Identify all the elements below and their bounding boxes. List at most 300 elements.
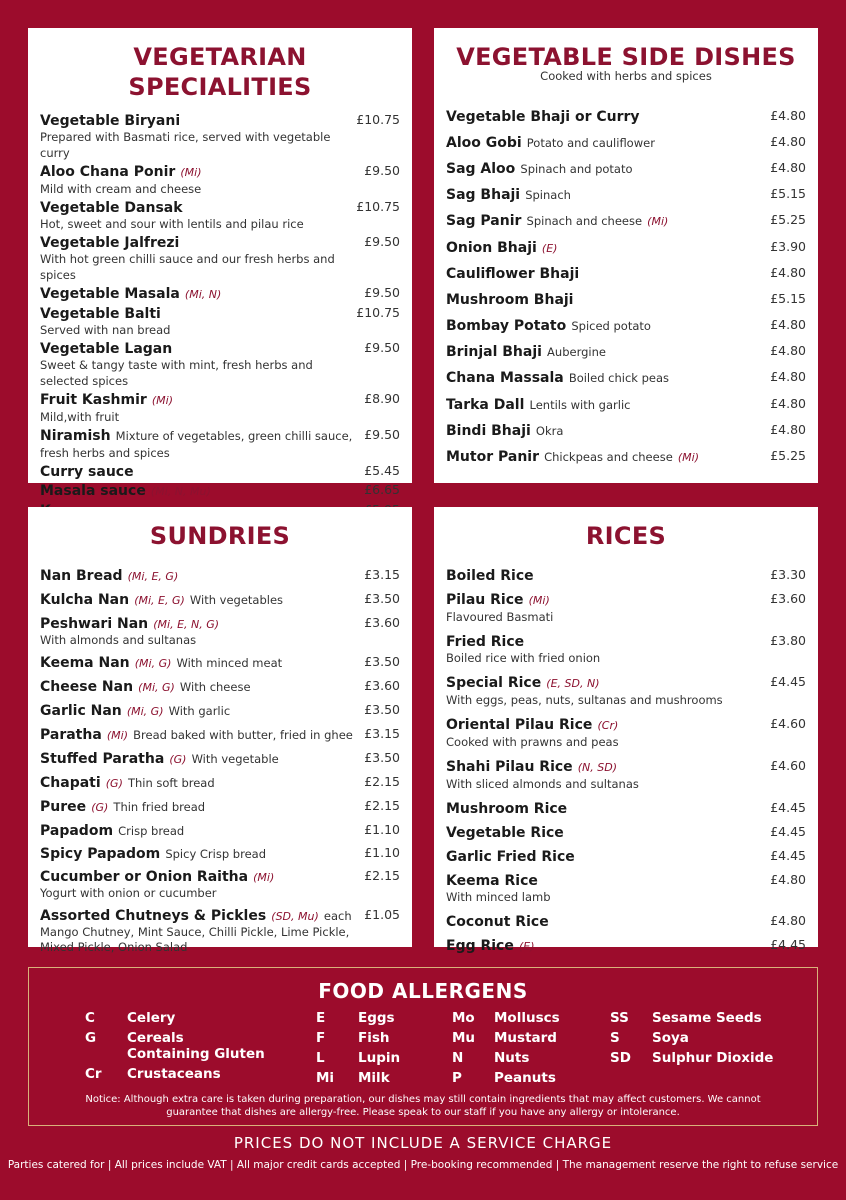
menu-item-line (446, 263, 762, 282)
item-name: Keema Rice (446, 873, 538, 889)
item-name: Bindi Bhaji (446, 422, 531, 439)
item-name: Cucumber or Onion Raitha (40, 869, 249, 885)
menu-item-text (446, 872, 770, 906)
item-price: £4.80 (770, 159, 806, 175)
item-price: £3.15 (364, 726, 400, 741)
menu-item-text (40, 305, 356, 338)
allergen-code: Mo (452, 1010, 475, 1026)
item-price: £10.75 (356, 305, 400, 320)
item-description: Flavoured Basmati (446, 610, 554, 624)
item-name: Papadom (40, 823, 114, 839)
item-price: £4.80 (770, 133, 806, 149)
menu-item-line (446, 341, 762, 360)
allergen-name: Celery (127, 1010, 176, 1026)
menu-item-line (446, 315, 762, 334)
item-name: Sag Bhaji (446, 187, 521, 204)
item-description: Boiled rice with fried onion (446, 651, 601, 665)
item-name: Kulcha Nan (40, 592, 130, 608)
menu-item (446, 848, 806, 865)
item-name: Keema Nan (40, 655, 130, 671)
menu-item (446, 716, 806, 751)
allergen-row (452, 1010, 560, 1026)
item-price: £3.50 (364, 750, 400, 765)
item-price: £4.60 (770, 716, 806, 731)
side-dishes-list (446, 102, 806, 469)
menu-item-text (40, 340, 364, 389)
menu-item (40, 654, 400, 672)
item-name: Paratha (40, 727, 102, 743)
menu-item-text (446, 937, 770, 955)
side-dishes-panel (434, 28, 818, 483)
item-allergens: (Mi, G) (126, 705, 164, 718)
menu-item-line (40, 750, 356, 768)
item-price: £5.25 (770, 448, 806, 464)
item-description: Sweet & tangy taste with mint, fresh herbs and selected spices (40, 358, 313, 388)
menu-item (40, 340, 400, 389)
item-price: £4.80 (770, 395, 806, 411)
menu-item (40, 798, 400, 816)
menu-item (446, 364, 806, 390)
menu-item (40, 822, 400, 839)
item-name: Aloo Chana Ponir (40, 164, 176, 180)
item-allergens: (Mi, E, G) (127, 570, 179, 583)
item-allergens: (Mi) (106, 729, 129, 742)
menu-item-text (40, 285, 364, 303)
menu-item-line (40, 615, 356, 633)
menu-item-line (40, 112, 348, 129)
allergen-code: N (452, 1050, 464, 1066)
menu-item (40, 591, 400, 609)
item-description: Spinach and cheese (526, 214, 643, 229)
item-description: Spicy Crisp bread (165, 847, 267, 861)
item-price: £4.80 (770, 264, 806, 280)
menu-item-text (446, 210, 770, 229)
allergen-notice: Notice: Although extra care is taken during preparation, our dishes may still contain ingredients that may affect customers. We cannot guarantee that dishes are allergy-free. Please speak to our staff if you have any allergy or intolerance. (85, 1094, 761, 1118)
allergen-row (610, 1010, 773, 1026)
menu-item (40, 615, 400, 648)
menu-item-text (446, 289, 770, 308)
item-allergens: (Mi) (151, 394, 174, 407)
menu-item-line (446, 824, 762, 841)
item-price: £3.60 (364, 678, 400, 693)
menu-item-line (40, 654, 356, 672)
item-name: Garlic Fried Rice (446, 849, 575, 865)
menu-item-line (40, 774, 356, 792)
item-allergens: (Mi) (253, 871, 275, 884)
allergen-code: SS (610, 1010, 629, 1026)
item-name: Special Rice (446, 675, 542, 691)
menu-item-line (446, 420, 762, 439)
menu-item-text (446, 367, 770, 386)
menu-item (446, 416, 806, 442)
allergen-name: Crustaceans (127, 1066, 221, 1082)
item-name: Egg Rice (446, 938, 514, 954)
menu-item (40, 199, 400, 232)
menu-item-line (446, 937, 762, 955)
item-description: With vegetables (189, 593, 284, 607)
item-price: £9.50 (364, 340, 400, 355)
allergens-column-4 (610, 1010, 773, 1070)
item-description: Mild with cream and cheese (40, 182, 202, 196)
item-allergens: (Mi, N, Mu) (150, 485, 211, 498)
vegetarian-list (40, 112, 400, 520)
item-name: Mutor Panir (446, 449, 539, 466)
item-price: £5.45 (364, 463, 400, 478)
allergen-row (316, 1030, 400, 1046)
menu-item-text (446, 567, 770, 584)
item-allergens: (Mi, E, G) (134, 594, 185, 607)
menu-item-text (40, 591, 364, 609)
menu-item-line (446, 633, 762, 650)
rices-title: RICES (585, 522, 667, 550)
menu-item (446, 674, 806, 709)
allergen-name: Cereals Containing Gluten (127, 1030, 265, 1062)
menu-item-text (446, 158, 770, 177)
item-name: Sag Panir (446, 213, 522, 230)
item-price: £4.80 (770, 107, 806, 123)
allergen-row (610, 1030, 773, 1046)
vegetarian-title: VEGETARIAN SPECIALITIES (128, 43, 312, 101)
menu-item-text (446, 341, 770, 360)
item-allergens: (E) (518, 940, 535, 953)
allergen-name: Milk (358, 1070, 390, 1086)
menu-item-line (446, 716, 762, 734)
item-allergens: (Cr) (597, 719, 619, 732)
menu-item (40, 774, 400, 792)
sundries-title: SUNDRIES (149, 522, 291, 550)
menu-item (446, 937, 806, 955)
menu-item-line (40, 427, 356, 461)
item-name: Vegetable Bhaji or Curry (446, 108, 640, 125)
item-description: Chickpeas and cheese (544, 450, 673, 465)
item-description: With eggs, peas, nuts, sultanas and mushrooms (446, 693, 723, 707)
item-price: £4.80 (770, 317, 806, 333)
item-price: £9.50 (364, 234, 400, 249)
menu-item-line (40, 482, 356, 500)
menu-item-text (40, 112, 356, 161)
menu-item (446, 312, 806, 338)
item-description: Okra (535, 423, 564, 438)
item-allergens: (G) (169, 753, 187, 766)
item-price: £1.10 (364, 822, 400, 837)
item-allergens: (Mi) (647, 215, 669, 229)
item-description: With minced meat (176, 656, 283, 670)
allergens-box (28, 967, 818, 1126)
item-name: Pilau Rice (446, 592, 524, 608)
item-description: Bread baked with butter, fried in ghee (133, 728, 353, 742)
menu-item-line (446, 848, 762, 865)
allergen-row (316, 1050, 400, 1066)
menu-item-line (446, 289, 762, 308)
item-name: Cauliflower Bhaji (446, 265, 580, 282)
item-price: £4.80 (770, 872, 806, 887)
menu-item (446, 800, 806, 817)
side-dishes-title: VEGETABLE SIDE DISHES (456, 43, 796, 71)
sundries-panel (28, 507, 412, 954)
menu-item (40, 482, 400, 500)
menu-item-line (40, 907, 356, 925)
menu-item (446, 567, 806, 584)
menu-item-text (446, 394, 770, 413)
item-name: Peshwari Nan (40, 616, 149, 632)
sundries-list (40, 567, 400, 955)
allergen-name: Sulphur Dioxide (652, 1050, 774, 1066)
menu-item-line (446, 158, 762, 177)
menu-item-line (446, 394, 762, 413)
menu-item-text (446, 824, 770, 841)
item-description: Thin soft bread (127, 776, 215, 790)
allergen-row (85, 1066, 267, 1082)
item-name: Aloo Gobi (446, 134, 522, 151)
menu-item-line (446, 210, 762, 229)
menu-item (40, 463, 400, 480)
menu-item-line (40, 234, 356, 251)
menu-item-line (40, 845, 356, 862)
menu-item-line (40, 726, 356, 744)
menu-item-text (446, 184, 770, 203)
item-price: £3.60 (770, 591, 806, 606)
allergen-name: Molluscs (494, 1010, 560, 1026)
item-price: £6.65 (364, 482, 400, 497)
item-allergens: (E) (541, 241, 558, 255)
menu-item-line (40, 163, 356, 181)
menu-item (446, 233, 806, 259)
menu-item-line (446, 674, 762, 692)
item-name: Vegetable Biryani (40, 113, 181, 129)
allergen-code: SD (610, 1050, 631, 1066)
allergen-code: G (85, 1030, 97, 1046)
menu-item-text (446, 106, 770, 125)
item-description: Yogurt with onion or cucumber (40, 886, 217, 900)
menu-item-text (40, 726, 364, 744)
item-price: £5.25 (770, 212, 806, 228)
allergens-column-1 (85, 1010, 267, 1086)
menu-item-text (446, 263, 770, 282)
item-name: Masala sauce (40, 483, 146, 499)
item-price: £10.75 (356, 112, 400, 127)
item-allergens: (SD, Mu) (271, 910, 319, 923)
item-allergens: (Mi, G) (134, 657, 172, 670)
allergen-row (85, 1010, 267, 1026)
item-name: Nan Bread (40, 568, 123, 584)
menu-item (446, 390, 806, 416)
item-name: Garlic Nan (40, 703, 122, 719)
menu-item-text (40, 482, 364, 500)
item-description: Mango Chutney, Mint Sauce, Chilli Pickle, Lime Pickle, Mixed Pickle, Onion Salad (40, 925, 350, 954)
allergen-row (452, 1030, 560, 1046)
item-description: Spinach (525, 188, 571, 203)
menu-item (446, 824, 806, 841)
item-name: Fried Rice (446, 634, 525, 650)
menu-item-text (40, 463, 364, 480)
allergen-row (85, 1030, 267, 1062)
item-price: £4.60 (770, 758, 806, 773)
allergen-code: Mi (316, 1070, 335, 1086)
allergen-name: Lupin (358, 1050, 401, 1066)
menu-item (446, 338, 806, 364)
item-price: £3.15 (364, 567, 400, 582)
menu-item (40, 726, 400, 744)
menu-item-text (40, 822, 364, 839)
item-description: Mild,with fruit (40, 410, 120, 424)
item-description: Spiced potato (571, 319, 651, 334)
menu-item (446, 633, 806, 667)
menu-item-text (446, 420, 770, 439)
item-name: Mushroom Rice (446, 801, 568, 817)
item-name: Curry sauce (40, 464, 134, 480)
menu-item-line (446, 800, 762, 817)
menu-item-line (40, 340, 356, 357)
menu-item-text (40, 678, 364, 696)
allergen-code: P (452, 1070, 462, 1086)
item-allergens: (Mi) (528, 594, 550, 607)
item-name: Chapati (40, 775, 101, 791)
menu-item (446, 872, 806, 906)
menu-item (40, 907, 400, 955)
menu-item-line (446, 132, 762, 151)
menu-item-line (446, 446, 762, 465)
item-description: With almonds and sultanas (40, 633, 197, 647)
item-name: Boiled Rice (446, 568, 534, 584)
menu-item (446, 442, 806, 468)
menu-item (40, 163, 400, 197)
item-price: £5.15 (770, 290, 806, 306)
menu-item-line (446, 591, 762, 609)
menu-item-text (446, 913, 770, 930)
menu-item-line (446, 913, 762, 930)
menu-item-line (446, 106, 762, 125)
menu-item-text (40, 750, 364, 768)
menu-item (446, 259, 806, 285)
menu-item-line (446, 758, 762, 776)
item-price: £3.60 (364, 615, 400, 630)
item-name: Puree (40, 799, 87, 815)
menu-item-text (40, 234, 364, 283)
item-name: Chana Massala (446, 370, 564, 387)
allergens-column-2 (316, 1010, 400, 1090)
menu-item-text (446, 716, 770, 751)
menu-item-line (446, 237, 762, 256)
menu-item-line (40, 567, 356, 585)
item-price: £10.75 (356, 199, 400, 214)
item-description: Boiled chick peas (568, 371, 670, 386)
menu-item (40, 112, 400, 161)
menu-item-line (446, 184, 762, 203)
item-name: Brinjal Bhaji (446, 344, 542, 361)
menu-item (40, 567, 400, 585)
allergen-name: Eggs (358, 1010, 395, 1026)
item-description: Prepared with Basmati rice, served with vegetable curry (40, 130, 331, 160)
item-name: Fruit Kashmir (40, 392, 147, 408)
item-description: Potato and cauliflower (526, 135, 655, 150)
item-description: With garlic (168, 704, 231, 718)
menu-item-text (40, 868, 364, 901)
item-name: Cheese Nan (40, 679, 134, 695)
item-price: £4.45 (770, 937, 806, 952)
menu-item-line (40, 591, 356, 609)
item-name: Assorted Chutneys & Pickles (40, 908, 267, 924)
item-description: Mixture of vegetables, green chilli sauce, fresh herbs and spices (40, 429, 353, 460)
vegetarian-panel (28, 28, 412, 499)
allergen-name: Fish (358, 1030, 390, 1046)
menu-item-line (446, 367, 762, 386)
allergen-name: Sesame Seeds (652, 1010, 762, 1026)
item-name: Shahi Pilau Rice (446, 759, 573, 775)
item-price: £3.90 (770, 238, 806, 254)
item-description: Spinach and potato (520, 161, 633, 176)
item-allergens: (Mi) (677, 451, 700, 465)
menu-item (40, 427, 400, 461)
menu-item (446, 181, 806, 207)
item-description: Crisp bread (118, 824, 185, 838)
item-price: £3.80 (770, 633, 806, 648)
item-price: £1.05 (364, 907, 400, 922)
item-price: £4.80 (770, 343, 806, 359)
item-price: £4.45 (770, 674, 806, 689)
item-name: Bombay Potato (446, 318, 567, 335)
item-name: Tarka Dall (446, 396, 525, 413)
allergen-code: C (85, 1010, 95, 1026)
item-description: With hot green chilli sauce and our fresh herbs and spices (40, 252, 335, 282)
allergen-row (316, 1070, 400, 1086)
item-price: £4.45 (770, 848, 806, 863)
allergen-code: E (316, 1010, 326, 1026)
item-name: Stuffed Paratha (40, 751, 165, 767)
rices-panel (434, 507, 818, 954)
menu-item (40, 285, 400, 303)
allergen-name: Soya (652, 1030, 689, 1046)
item-allergens: (E, SD, N) (546, 677, 600, 690)
item-description: With vegetable (191, 752, 279, 766)
menu-item (40, 702, 400, 720)
menu-item-text (446, 674, 770, 709)
menu-item-line (40, 285, 356, 303)
item-description: With sliced almonds and sultanas (446, 777, 639, 791)
item-price: £3.30 (770, 567, 806, 582)
menu-item-line (40, 305, 348, 322)
item-allergens: (G) (91, 801, 109, 814)
item-price: £4.80 (770, 421, 806, 437)
item-allergens: (Mi) (180, 166, 202, 179)
menu-item-text (446, 446, 770, 465)
allergen-name: Nuts (494, 1050, 530, 1066)
item-name: Onion Bhaji (446, 239, 537, 256)
item-suffix: each (323, 909, 352, 923)
menu-item-text (446, 633, 770, 667)
rices-list (446, 567, 806, 955)
menu-item-line (40, 199, 348, 216)
item-description: With cheese (179, 680, 251, 694)
item-description: Served with nan bread (40, 323, 171, 337)
menu-item-line (40, 678, 356, 696)
menu-item-text (40, 907, 364, 955)
item-name: Coconut Rice (446, 914, 549, 930)
menu-item-text (40, 774, 364, 792)
menu-item-text (446, 237, 770, 256)
allergen-code: Cr (85, 1066, 102, 1082)
item-description: Hot, sweet and sour with lentils and pilau rice (40, 217, 304, 231)
item-price: £3.50 (364, 654, 400, 669)
item-name: Vegetable Dansak (40, 200, 183, 216)
item-price: £8.90 (364, 391, 400, 406)
allergens-title: FOOD ALLERGENS (318, 979, 528, 1003)
menu-item (446, 913, 806, 930)
menu-item-text (40, 798, 364, 816)
allergen-code: S (610, 1030, 620, 1046)
item-price: £4.80 (770, 913, 806, 928)
allergen-code: L (316, 1050, 325, 1066)
item-name: Oriental Pilau Rice (446, 717, 593, 733)
